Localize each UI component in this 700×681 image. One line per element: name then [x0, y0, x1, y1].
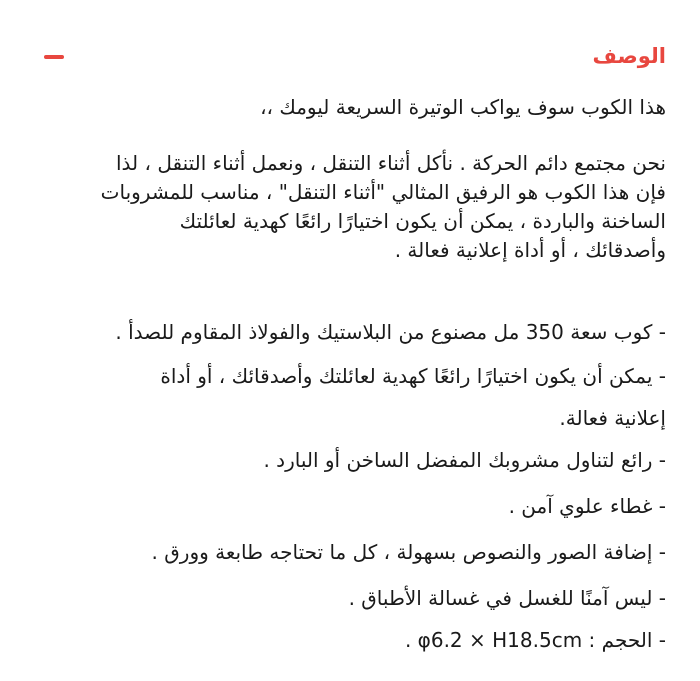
paragraph-line-1: نحن مجتمع دائم الحركة . نأكل أثناء التنقل ، ونعمل أثناء التنقل ، لذا	[116, 151, 666, 175]
list-item: - غطاء علوي آمن .	[508, 494, 666, 518]
paragraph-line-3: الساخنة والباردة ، يمكن أن يكون اختيارًا رائعًا كهدية لعائلتك	[179, 209, 666, 233]
list-item: - كوب سعة 350 مل مصنوع من البلاستيك والفولاذ المقاوم للصدأ .	[115, 320, 666, 344]
list-item: - الحجم : φ6.2 × H18.5cm .	[404, 628, 666, 652]
list-item: - ليس آمنًا للغسل في غسالة الأطباق .	[348, 586, 666, 610]
paragraph-line-2: فإن هذا الكوب هو الرفيق المثالي "أثناء التنقل" ، مناسب للمشروبات	[100, 180, 666, 204]
feature-list	[115, 317, 666, 655]
list-item-continuation: إعلانية فعالة.	[559, 406, 666, 430]
intro-line: هذا الكوب سوف يواكب الوتيرة السريعة ليومك ،،	[260, 95, 666, 119]
list-item: - يمكن أن يكون اختيارًا رائعًا كهدية لعائلتك وأصدقائك ، أو أداة	[160, 364, 666, 388]
minus-icon[interactable]	[44, 55, 64, 59]
description-paragraph	[101, 149, 666, 265]
list-item: - رائع لتناول مشروبك المفضل الساخن أو البارد .	[263, 448, 666, 472]
description-intro	[260, 92, 666, 122]
paragraph-line-4: وأصدقائك ، أو أداة إعلانية فعالة .	[394, 238, 666, 262]
list-item: - إضافة الصور والنصوص بسهولة ، كل ما تحتاجه طابعة وورق .	[151, 540, 666, 564]
section-title: الوصف	[592, 44, 666, 68]
